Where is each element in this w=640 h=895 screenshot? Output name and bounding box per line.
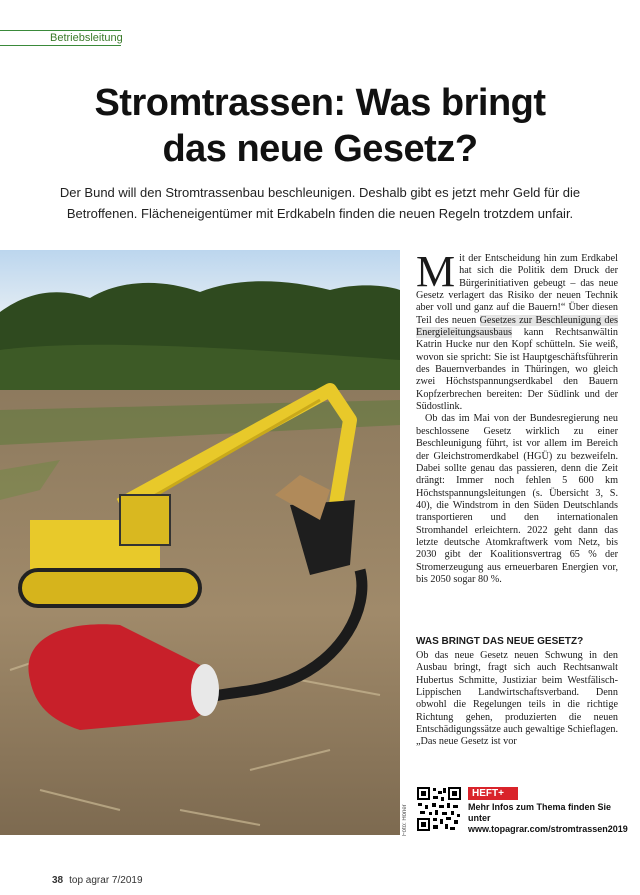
headline-line-2: das neue Gesetz?	[162, 128, 478, 170]
lead-line-1: Der Bund will den Stromtrassenbau beschleunigen. Deshalb gibt es jetzt mehr Geld für die	[59, 185, 581, 200]
headline	[20, 80, 620, 172]
page-number: 38	[52, 875, 64, 886]
headline-line-1: Stromtrassen: Was bringt	[94, 82, 546, 124]
photo-credit: Foto: Höner	[402, 804, 408, 836]
highlighted-law-name: Gesetzes zur Beschleunigung des Energieleitungsausbaus	[416, 314, 618, 339]
qr-code-icon	[416, 786, 462, 832]
paragraph-3: Ob das neue Gesetz neuen Schwung in den Ausbau bringt, fragt sich auch Rechtsanwalt Hubertus Schmitte, Justiziar beim Westfälisch-Lippischen Landwirtschaftsverband. Denn obwohl die Regelungen teils in die richtige Richtung gehen, produzierten die neuen Entschädigungssätze auch gewaltige Schieflagen. „Das neue Gesetz ist vor	[416, 650, 618, 748]
promo-link-text[interactable]: Mehr Infos zum Thema finden Sie unter www.topagrar.com/stromtrassen2019	[468, 802, 628, 834]
paragraph-2: Ob das im Mai von der Bundesregierung neu beschlossene Gesetz wirklich zu einer Beschleunigung führt, ist vor allem im Bereich der Gleichstromerdkabel (HGÜ) zu bezweifeln. Dabei sollte genau das passieren, denn die Zeit drängt: Immer noch fehlen 5 600 km Höchstspannungsleitungen (s. Übersicht 3, S. 40), die Windstrom in den Süden Deutschlands transportieren und den internationalen Stromhandel erleichtern. 2022 geht dann das letzte deutsche Atomkraftwerk vom Netz, bis 2030 gibt der Koalitionsvertrag 65 % der Stromerzeugung aus erneuerbaren Energien vor, bis 2050 sogar 80 %.	[416, 413, 618, 585]
dropcap: M	[416, 247, 456, 296]
article-photo	[0, 250, 400, 835]
subheading: WAS BRINGT DAS NEUE GESETZ?	[416, 636, 584, 647]
paragraph-1	[416, 247, 618, 413]
heft-plus-badge: HEFT+	[468, 787, 518, 800]
section-label	[0, 30, 121, 46]
lead-paragraph	[40, 182, 600, 224]
paragraph-1-text-b: kann Rechtsanwältin Katrin Hucke nur den Kopf schütteln. Sie weiß, wovon sie spricht: Sie ist Hauptgeschäftsführerin des Bauernverbandes in Thüringen, wo gleich zwei Höchstspannungserdkabel den Bauern Kopfzerbrechen bereiten: Der Südlink und der Südostlink.	[416, 327, 618, 413]
issue-info: top agrar 7/2019	[69, 875, 143, 886]
article-column-continued	[416, 650, 618, 749]
section-label-text: Betriebsleitung	[50, 32, 123, 44]
article-column	[416, 247, 618, 586]
lead-line-2: Betroffenen. Flächeneigentümer mit Erdkabeln finden die neuen Regeln trotzdem unfair.	[66, 206, 574, 221]
photo-illustration	[0, 250, 400, 835]
page-footer	[52, 875, 143, 886]
paragraph-1-text-a: it der Entscheidung hin zum Erdkabel hat sich die Politik dem Druck der Bürgerinitiativen gebeugt – das neue Gesetz verlagert das Risiko der neuen Technik aber voll und ganz auf die Bauern!“ Über diesen Teil des neuen	[416, 253, 618, 326]
